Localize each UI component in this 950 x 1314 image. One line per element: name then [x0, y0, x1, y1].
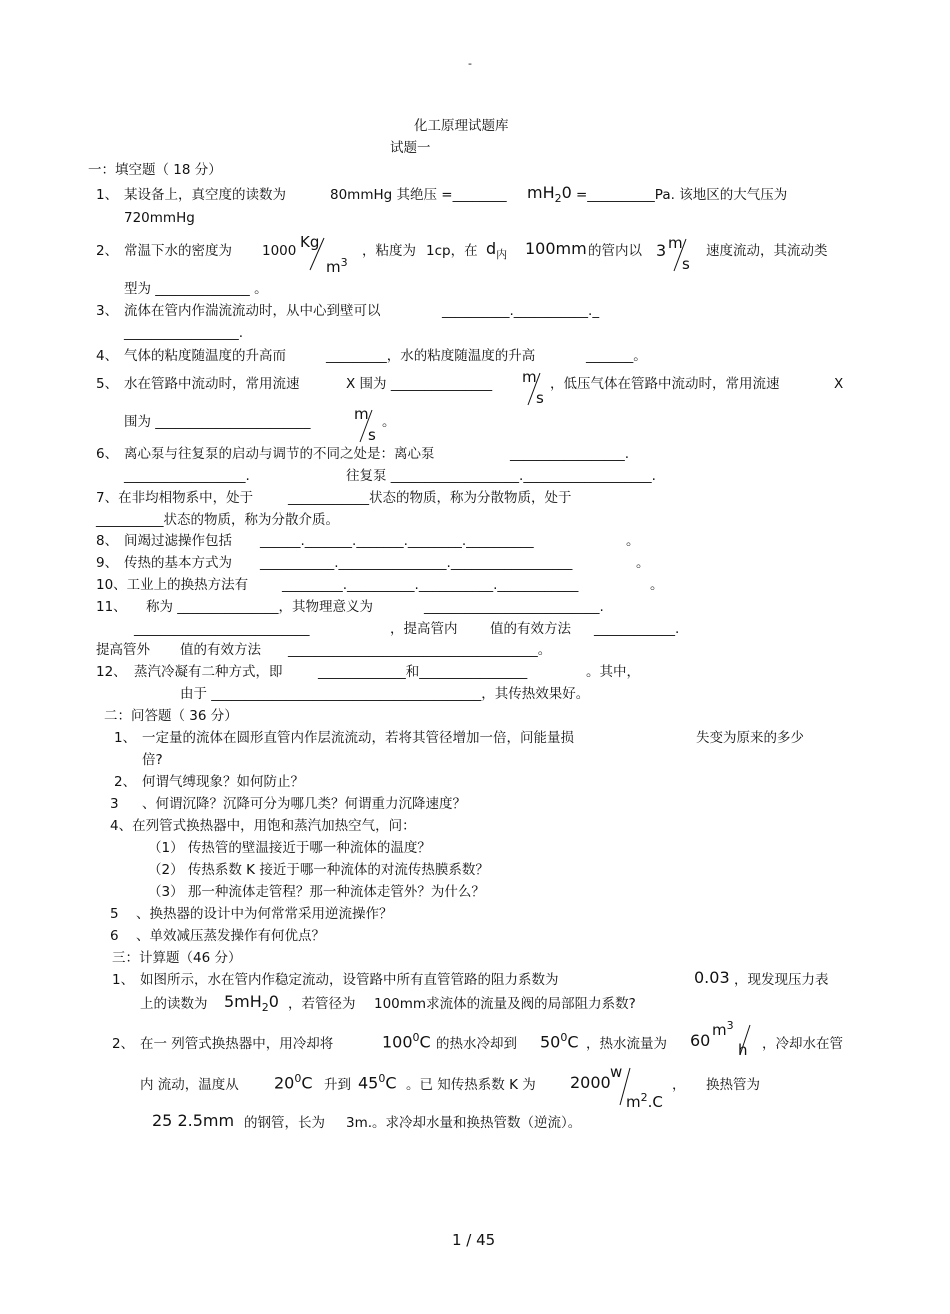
- temperature-value: $100^0C$: [382, 1031, 431, 1052]
- page-number: 1 / 45: [452, 1231, 496, 1249]
- question-text: 在一 列管式换热器中，用冷却将: [140, 1036, 334, 1052]
- fraction-slash: [714, 1021, 754, 1057]
- question-text: 气体的粘度随温度的升高而: [124, 348, 286, 364]
- question-text: 何谓气缚现象？如何防止？: [142, 774, 304, 790]
- question-number: 6: [110, 928, 119, 944]
- question-text: 常温下水的密度为: [124, 243, 232, 259]
- question-number: 2、: [114, 774, 137, 790]
- question-text: 7、在非均相物系中，处于: [96, 490, 254, 506]
- question-text: 提高管外: [96, 642, 150, 658]
- question-text: 、单效减压蒸发操作有何优点？: [136, 928, 325, 944]
- question-text: 2000: [570, 1073, 611, 1092]
- question-text: 、换热器的设计中为何常常采用逆流操作？: [136, 906, 393, 922]
- question-number: 2、: [96, 243, 119, 259]
- answer-blank: ___________.________________.__________________: [260, 555, 573, 571]
- question-number: 5: [110, 906, 119, 922]
- question-text: ，若管径为: [288, 996, 356, 1012]
- question-text: 称为 _______________，其物理意义为: [146, 599, 374, 615]
- question-text: ，低压气体在管路中流动时，常用流速: [550, 376, 780, 392]
- answer-blank: __________________________.: [424, 599, 604, 615]
- question-text: 上的读数为: [140, 996, 208, 1012]
- question-number: 1、: [112, 972, 135, 988]
- answer-blank: __________________.: [124, 468, 250, 484]
- question-text: 传热的基本方式为: [124, 555, 232, 571]
- question-text: 升到: [324, 1077, 351, 1093]
- fraction-w-per-m2c: w $m^2.C$: [610, 1063, 663, 1111]
- question-number: 1、: [114, 730, 137, 746]
- question-text: 值的有效方法: [180, 642, 261, 658]
- question-text: 蒸汽冷凝有二种方式，即: [134, 664, 283, 680]
- section-heading-qa: 二：问答题（ 36 分）: [104, 708, 238, 724]
- temperature-value: $20^0C$: [274, 1072, 313, 1093]
- question-text: 的钢管，长为: [244, 1115, 325, 1131]
- document-subtitle: 试题一: [390, 140, 431, 156]
- fraction-m-per-s: m s: [352, 408, 392, 444]
- question-text: 720mmHg: [124, 210, 195, 226]
- question-text: ，提高管内: [390, 621, 458, 637]
- question-number: 2、: [112, 1036, 135, 1052]
- question-text: X: [834, 376, 844, 392]
- question-text: 。: [636, 555, 650, 571]
- question-number: 12、: [96, 664, 127, 680]
- question-text: __________状态的物质，称为分散介质。: [96, 512, 339, 528]
- question-text: 流体在管内作湍流流动时，从中心到壁可以: [124, 303, 381, 319]
- fraction-m3-per-h: $m^3$ h: [710, 1020, 750, 1056]
- question-number: 4、: [96, 348, 119, 364]
- temperature-value: $45^0C$: [358, 1072, 397, 1093]
- question-text: 3: [656, 241, 667, 260]
- question-text: 换热管为: [706, 1077, 760, 1093]
- question-text: =__________Pa. 该地区的大气压为: [576, 187, 788, 203]
- question-text: 水在管路中流动时，常用流速: [124, 376, 300, 392]
- answer-blank: _________________.: [510, 446, 630, 462]
- question-text: 3m.。求冷却水量和换热管数（逆流）。: [346, 1115, 582, 1131]
- answer-blank: _____________和________________: [318, 664, 528, 680]
- question-number: 1、: [96, 187, 119, 203]
- question-number: 3、: [96, 303, 119, 319]
- question-text: 某设备上，真空度的读数为: [124, 187, 286, 203]
- sub-question: （2） 传热系数 K 接近于哪一种流体的对流传热膜系数？: [148, 862, 489, 878]
- answer-blank: __________.___________._: [442, 303, 600, 319]
- question-text: 速度流动，其流动类: [706, 243, 828, 259]
- question-text: 。: [650, 577, 664, 593]
- question-text: 型为 ______________ 。: [124, 281, 268, 297]
- question-text: 内 流动，温度从: [140, 1077, 239, 1093]
- question-text: 100mm: [525, 239, 587, 258]
- question-text: ，: [672, 1077, 686, 1093]
- question-text: 由于 ________________________________________，其传热效果好。: [180, 686, 590, 702]
- answer-blank: ____________.: [594, 621, 680, 637]
- diameter-symbol: $d_内$: [486, 239, 508, 262]
- answer-blank: _________.__________.___________.____________: [282, 577, 579, 593]
- question-text: 围为 _______________________: [124, 414, 311, 430]
- fraction-m-per-s: m s: [666, 237, 706, 273]
- question-text: 80mmHg 其绝压 =________: [330, 187, 507, 203]
- question-text: 间竭过滤操作包括: [124, 533, 232, 549]
- answer-blank: _______。: [586, 348, 647, 364]
- question-text: 离心泵与往复泵的启动与调节的不同之处是：离心泵: [124, 446, 435, 462]
- question-text: 失变为原来的多少: [696, 730, 804, 746]
- question-text: 1000: [262, 243, 297, 259]
- question-text: 60: [690, 1031, 711, 1050]
- sub-question: （1） 传热管的壁温接近于哪一种流体的温度？: [148, 840, 431, 856]
- question-text: 的管内以: [588, 243, 642, 259]
- question-number: 8、: [96, 533, 119, 549]
- question-text: X 围为 _______________: [346, 376, 493, 392]
- question-text: 的热水冷却到: [436, 1036, 517, 1052]
- question-text: 10、工业上的换热方法有: [96, 577, 249, 593]
- unit-mh2o: $5mH_20$: [224, 992, 279, 1015]
- question-text: 。其中，: [586, 664, 640, 680]
- unit-mh2o: $mH_20$: [527, 183, 572, 206]
- answer-blank: _____________________________________。: [288, 642, 552, 658]
- fraction-slash: [302, 237, 326, 271]
- question-text: ，热水流量为: [586, 1036, 667, 1052]
- question-text: _________，水的粘度随温度的升高: [326, 348, 536, 364]
- question-text: 值的有效方法: [490, 621, 571, 637]
- question-number: 5、: [96, 376, 119, 392]
- question-text: 4、在列管式换热器中，用饱和蒸汽加热空气，问：: [110, 818, 416, 834]
- question-text: ，粘度为: [362, 243, 416, 259]
- question-text: 倍?: [142, 752, 163, 768]
- question-text: 。: [626, 533, 640, 549]
- question-text: 往复泵 ___________________.___________________.: [346, 468, 656, 484]
- question-text: 0.03: [694, 968, 730, 987]
- question-text: 100mm求流体的流量及阀的局部阻力系数?: [374, 996, 636, 1012]
- sub-question: （3） 那一种流体走管程？那一种流体走管外？为什么？: [148, 884, 485, 900]
- temperature-value: $50^0C$: [540, 1031, 579, 1052]
- question-text: 。已 知传热系数 K 为: [406, 1077, 536, 1093]
- question-number: 6、: [96, 446, 119, 462]
- answer-blank: __________________________: [134, 621, 310, 637]
- question-number: 11、: [96, 599, 127, 615]
- question-text: 25 2.5mm: [152, 1111, 235, 1130]
- answer-blank: _________________.: [124, 325, 244, 341]
- fraction-m-per-s: m s: [520, 371, 560, 407]
- question-text: 、何谓沉降？沉降可分为哪几类？何谓重力沉降速度？: [142, 796, 466, 812]
- question-text: 如图所示，水在管内作稳定流动，设管路中所有直管管路的阻力系数为: [140, 972, 559, 988]
- question-text: 一定量的流体在圆形直管内作层流流动，若将其管径增加一倍，问能量损: [142, 730, 574, 746]
- question-number: 3: [110, 796, 119, 812]
- fraction-kg-per-m3: Kg $m^3$: [300, 233, 348, 276]
- question-text: ，冷却水在管: [762, 1036, 843, 1052]
- answer-blank: ______._______._______.________.__________: [260, 533, 534, 549]
- header-mark: -: [468, 57, 472, 70]
- question-text: ____________状态的物质，称为分散物质，处于: [288, 490, 572, 506]
- question-text: 1cp，在: [426, 243, 478, 259]
- section-heading-fill-blank: 一：填空题（ 18 分）: [88, 162, 222, 178]
- question-text: 。: [382, 414, 396, 430]
- section-heading-calc: 三：计算题（46 分）: [112, 950, 242, 966]
- document-title: 化工原理试题库: [414, 118, 509, 134]
- question-number: 9、: [96, 555, 119, 571]
- question-text: ，现发现压力表: [734, 972, 829, 988]
